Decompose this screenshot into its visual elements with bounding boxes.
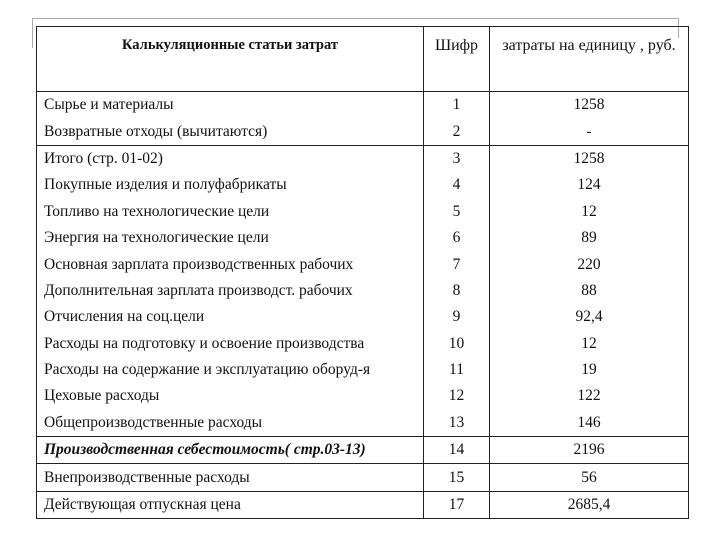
row-value: 12	[490, 331, 689, 357]
table-row	[37, 199, 689, 225]
row-name: Производственная себестоимость( стр.03-13)	[37, 437, 424, 464]
row-code: 15	[424, 464, 490, 491]
row-value: 1258	[490, 92, 689, 119]
row-value: 220	[490, 251, 689, 277]
row-code: 9	[424, 304, 490, 330]
table-row	[37, 118, 689, 145]
frame-left-line	[32, 18, 33, 48]
row-code: 1	[424, 92, 490, 119]
table-row	[37, 410, 689, 437]
row-value: 92,4	[490, 304, 689, 330]
table-row	[37, 145, 689, 172]
frame-top-line	[32, 18, 679, 19]
table-row	[37, 383, 689, 409]
table-row	[37, 464, 689, 491]
row-name: Энергия на технологические цели	[37, 225, 424, 251]
row-code: 2	[424, 118, 490, 145]
row-code: 10	[424, 331, 490, 357]
row-code: 3	[424, 145, 490, 172]
row-value: 12	[490, 199, 689, 225]
row-name: Возвратные отходы (вычитаются)	[37, 118, 424, 145]
row-name: Итого (стр. 01-02)	[37, 145, 424, 172]
table-row	[37, 92, 689, 119]
row-value: 124	[490, 172, 689, 198]
row-code: 7	[424, 251, 490, 277]
row-value: 19	[490, 357, 689, 383]
table-header-row	[37, 27, 689, 92]
row-name: Покупные изделия и полуфабрикаты	[37, 172, 424, 198]
row-code: 12	[424, 383, 490, 409]
row-name: Общепроизводственные расходы	[37, 410, 424, 437]
row-name: Цеховые расходы	[37, 383, 424, 409]
row-name: Внепроизводственные расходы	[37, 464, 424, 491]
row-code: 6	[424, 225, 490, 251]
table-row	[37, 331, 689, 357]
header-code: Шифр	[424, 27, 490, 92]
row-value: 2685,4	[490, 491, 689, 518]
row-value: 2196	[490, 437, 689, 464]
row-code: 11	[424, 357, 490, 383]
table-row	[37, 357, 689, 383]
header-cost-items: Калькуляционные статьи затрат	[37, 27, 424, 92]
row-name: Дополнительная зарплата производст. рабочих	[37, 278, 424, 304]
table-row	[37, 304, 689, 330]
table-row	[37, 278, 689, 304]
row-value: -	[490, 118, 689, 145]
row-code: 8	[424, 278, 490, 304]
row-name: Сырье и материалы	[37, 92, 424, 119]
row-code: 5	[424, 199, 490, 225]
row-code: 14	[424, 437, 490, 464]
header-cost-per-unit: затраты на единицу , руб.	[490, 27, 689, 92]
row-value: 89	[490, 225, 689, 251]
row-code: 4	[424, 172, 490, 198]
table-row	[37, 225, 689, 251]
row-name: Отчисления на соц.цели	[37, 304, 424, 330]
row-code: 17	[424, 491, 490, 518]
cost-table	[36, 26, 689, 519]
row-value: 56	[490, 464, 689, 491]
table-row	[37, 437, 689, 464]
row-name: Основная зарплата производственных рабочих	[37, 251, 424, 277]
row-name: Расходы на содержание и эксплуатацию оборуд-я	[37, 357, 424, 383]
row-name: Топливо на технологические цели	[37, 199, 424, 225]
table-row	[37, 491, 689, 518]
row-code: 13	[424, 410, 490, 437]
row-value: 88	[490, 278, 689, 304]
row-name: Расходы на подготовку и освоение производства	[37, 331, 424, 357]
row-value: 122	[490, 383, 689, 409]
table-row	[37, 251, 689, 277]
row-value: 146	[490, 410, 689, 437]
table-row	[37, 172, 689, 198]
row-name: Действующая отпускная цена	[37, 491, 424, 518]
row-value: 1258	[490, 145, 689, 172]
